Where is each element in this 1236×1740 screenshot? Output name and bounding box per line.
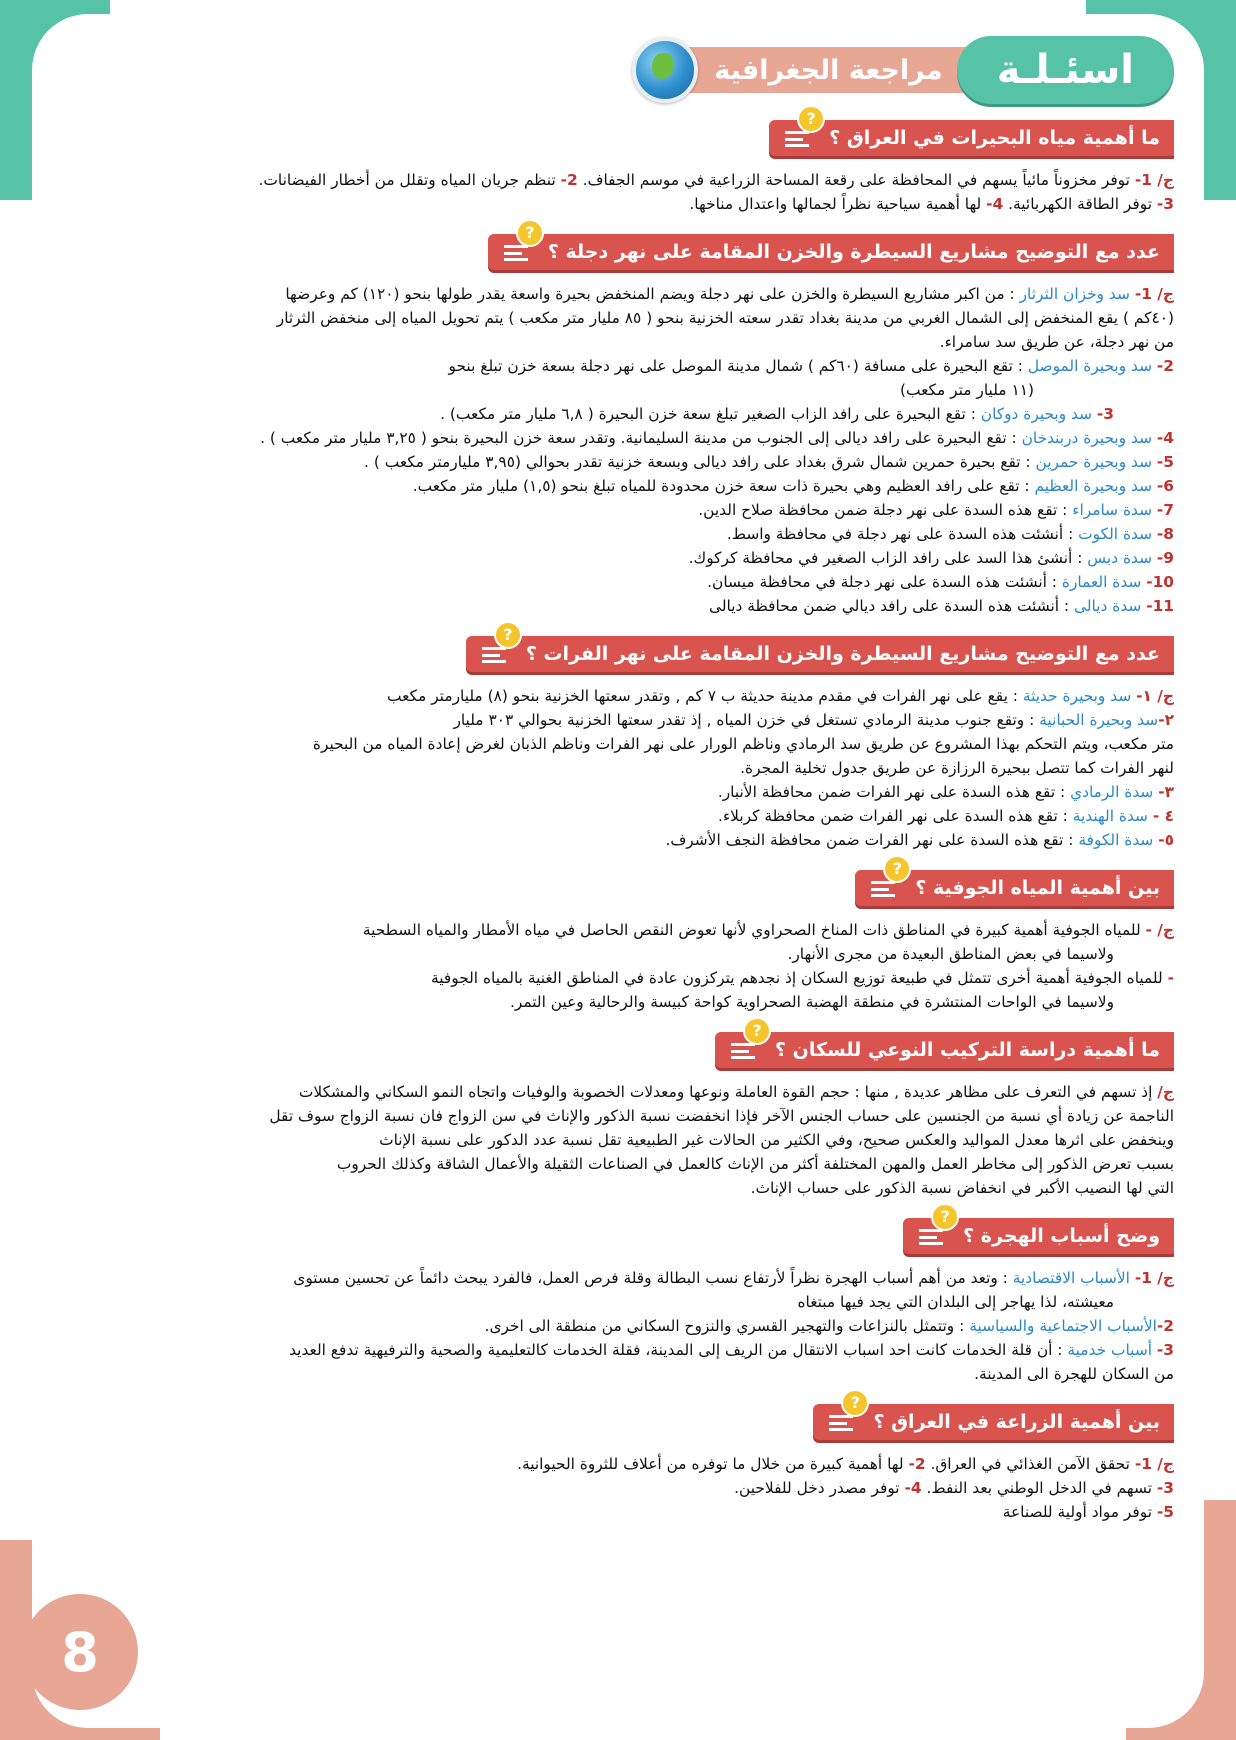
page-subtitle: مراجعة الجغرافية (644, 47, 966, 93)
item-description: بسبب تعرض الذكور إلى مخاطر العمل والمهن المختلفة أكثر من الإناث كالعمل في الصناعات الثقيلة والأعمال الشاقة وكذلك الحروب (336, 1155, 1174, 1173)
item-description: تنظم جريان المياه وتقلل من أخطار الفيضانات. (258, 171, 561, 189)
item-description: : تقع هذه السدة على نهر الفرات ضمن محافظة كربلاء. (718, 807, 1073, 825)
item-number: 3- (1096, 405, 1114, 423)
answer-line (66, 966, 1174, 990)
item-term: سدة ديالى (1074, 597, 1147, 615)
answer-line (66, 828, 1174, 852)
answer-line (66, 1266, 1174, 1290)
item-number: 9- (1156, 549, 1174, 567)
item-description: الناجمة عن زيادة أي نسبة من الجنسين على حساب الجنس الآخر فإذا انخفضت نسبة الذكور والإناث في سن الزواج فان نسبة الزواج سوف تقل (269, 1107, 1174, 1125)
answer-line (66, 282, 1174, 306)
item-term: سد وخزان الثرثار (1019, 285, 1135, 303)
item-description: إذ تسهم في التعرف على مظاهر عديدة , منها : حجم القوة العاملة ونوعها ومعدلات الخصوبة والوفيات واتجاه النمو السكاني والمشكلات (298, 1083, 1158, 1101)
item-description: التي لها النصيب الأكبر في انخفاض نسبة الذكور على حساب الإناث. (750, 1179, 1174, 1197)
question-section (66, 1393, 1174, 1524)
answer-text (66, 918, 1174, 1014)
answer-line (66, 1362, 1174, 1386)
item-description: توفر مصدر دخل للفلاحين. (734, 1479, 905, 1497)
item-term: سدة الهندية (1072, 807, 1153, 825)
answer-line (66, 402, 1174, 426)
question-heading (769, 109, 1174, 156)
page-header (632, 36, 1174, 104)
item-description: لنهر الفرات كما تتصل ببحيرة الرزازة عن طريق جدول تخلية المجرة. (740, 759, 1174, 777)
item-description: : تقع البحيرة على رافد الزاب الصغير تبلغ سعة خزن البحيرة ( ٦,٨ مليار متر مكعب) . (440, 405, 981, 423)
question-section (66, 109, 1174, 216)
answer-line (66, 168, 1174, 192)
answer-line (66, 732, 1174, 756)
item-description: للمياه الجوفية أهمية كبيرة في المناطق ذات المناخ الصحراوي لأنها تعوض النقص الحاصل في مياه الأمطار والمياه السطحية (362, 921, 1146, 939)
question-heading-wrapper (66, 223, 1174, 270)
answer-text (66, 1080, 1174, 1200)
item-description: : أنشئت هذه السدة على رافد ديالي ضمن محافظة ديالى (709, 597, 1075, 615)
questions-content (66, 109, 1174, 1542)
answer-text (66, 168, 1174, 216)
text-lines-icon (504, 245, 528, 261)
answer-line (66, 450, 1174, 474)
item-term: سد وبحيرة العظيم (1034, 477, 1157, 495)
item-description: معيشته، لذا يهاجر إلى البلدان التي يجد فيها مبتغاه (797, 1293, 1114, 1311)
item-number: ج/ 1- (1134, 171, 1174, 189)
item-number: 2- (1156, 1317, 1174, 1335)
item-number: ٢- (1158, 711, 1174, 729)
item-term: سدة العمارة (1061, 573, 1147, 591)
item-description: : تقع على رافد العظيم وهي بحيرة ذات سعة خزن محدودة للمياه تبلغ بنحو (١,٥) مليار متر مكعب. (412, 477, 1035, 495)
answer-text (66, 684, 1174, 852)
page-number: 8 (22, 1594, 138, 1710)
item-description: وينخفض على اثرها معدل المواليد والعكس صحيح، وفي الكثير من الحالات غير الطبيعية تقل نسبة عدد الدكور على نسبة الإناث (379, 1131, 1174, 1149)
item-description: : وتتمثل بالنزاعات والتهجير القسري والنزوح السكاني من منطقة الى اخرى. (484, 1317, 970, 1335)
answer-line (66, 1104, 1174, 1128)
item-description: : أنشئت هذه السدة على نهر دجلة في محافظة ميسان. (707, 573, 1062, 591)
item-number: ج/ (1157, 1083, 1174, 1101)
item-number: 6- (1156, 477, 1174, 495)
item-description: : وتعد من أهم أسباب الهجرة نظراً لأرتفاع نسب البطالة وقلة فرص العمل، فالفرد يبحث دائماً عن تحسين مستوى (293, 1269, 1013, 1287)
item-term: سد وبحيرة الحبانية (1039, 711, 1159, 729)
item-number: 2- (560, 171, 578, 189)
question-bulb-icon (731, 1021, 762, 1065)
answer-line (66, 1080, 1174, 1104)
page-title: اسئـلـة (957, 36, 1174, 104)
question-bulb-icon (504, 223, 535, 267)
item-number: ج/ ١- (1136, 687, 1174, 705)
item-number: 5- (1156, 453, 1174, 471)
answer-line (66, 1152, 1174, 1176)
question-section (66, 223, 1174, 618)
answer-line (66, 942, 1174, 966)
question-text: ما أهمية دراسة التركيب النوعي للسكان ؟ (774, 1039, 1160, 1061)
answer-line (66, 708, 1174, 732)
question-heading (466, 625, 1174, 672)
question-heading-wrapper (66, 1021, 1174, 1068)
question-section (66, 859, 1174, 1014)
item-description: : تقع هذه السدة على نهر الفرات ضمن محافظة الأنبار. (717, 783, 1071, 801)
question-text: بين أهمية الزراعة في العراق ؟ (873, 1411, 1160, 1433)
item-number: 4- (986, 195, 1004, 213)
question-heading-wrapper (66, 1207, 1174, 1254)
item-number: ج/ - (1145, 921, 1174, 939)
item-description: تحقق الآمن الغذائي في العراق. (925, 1455, 1135, 1473)
item-description: توفر مواد أولية للصناعة (1002, 1503, 1157, 1521)
answer-line (66, 1314, 1174, 1338)
answer-line (66, 474, 1174, 498)
item-term: سدة الكوت (1078, 525, 1157, 543)
question-bulb-icon (919, 1207, 950, 1251)
answer-line (66, 804, 1174, 828)
question-heading (813, 1393, 1174, 1440)
answer-line (66, 192, 1174, 216)
item-number: 3- (1156, 1479, 1174, 1497)
answer-line (66, 918, 1174, 942)
item-number: ٣- (1158, 783, 1174, 801)
item-term: سد وبحيرة حديثة (1022, 687, 1137, 705)
question-heading-wrapper (66, 109, 1174, 156)
item-description: توفر مخزوناً مائياً يسهم في المحافظة على رقعة المساحة الزراعية في موسم الجفاف. (577, 171, 1135, 189)
item-description: : أن قلة الخدمات كانت احد اسباب الانتقال من الريف إلى المدينة، فقلة الخدمات كالتعليمية والصحية والترفيهية تدفع العديد (289, 1341, 1068, 1359)
answer-line (66, 522, 1174, 546)
answer-line (66, 684, 1174, 708)
question-section (66, 1207, 1174, 1386)
item-description: (١١ مليار متر مكعب) (899, 381, 1034, 399)
item-number: ٥- (1158, 831, 1174, 849)
item-term: الأسباب الاجتماعية والسياسية (969, 1317, 1157, 1335)
globe-icon (632, 37, 698, 103)
item-term: الأسباب الاقتصادية (1012, 1269, 1135, 1287)
question-heading-wrapper (66, 859, 1174, 906)
answer-line (66, 306, 1174, 330)
item-term: سد وبحيرة الموصل (1027, 357, 1157, 375)
item-number: ج/ 1- (1134, 1455, 1174, 1473)
question-text: ما أهمية مياه البحيرات في العراق ؟ (829, 127, 1160, 149)
item-term: سدة الكوفة (1078, 831, 1159, 849)
item-description: : تقع هذه السدة على نهر دجلة ضمن محافظة صلاح الدين. (698, 501, 1073, 519)
item-number: 11- (1146, 597, 1174, 615)
answer-line (66, 570, 1174, 594)
answer-line (66, 1338, 1174, 1362)
item-number: 10- (1146, 573, 1174, 591)
item-description: تسهم في الدخل الوطني بعد النفط. (921, 1479, 1157, 1497)
question-heading (715, 1021, 1174, 1068)
answer-line (66, 330, 1174, 354)
text-lines-icon (482, 647, 506, 663)
question-heading (488, 223, 1174, 270)
question-section (66, 1021, 1174, 1200)
question-text: وضح أسباب الهجرة ؟ (963, 1225, 1160, 1247)
answer-line (66, 498, 1174, 522)
question-section (66, 625, 1174, 852)
text-lines-icon (731, 1043, 755, 1059)
question-bulb-icon (785, 109, 816, 153)
item-term: سدة سامراء (1072, 501, 1157, 519)
item-description: توفر الطاقة الكهربائية. (1003, 195, 1157, 213)
item-number: 5- (1156, 1503, 1174, 1521)
item-description: للمياه الجوفية أهمية أخرى تتمثل في طبيعة توزيع السكان إذ نجدهم يتركزون عادة في المناطق الغنية بالمياه الجوفية (430, 969, 1168, 987)
item-description: من نهر دجلة، عن طريق سد سامراء. (939, 333, 1174, 351)
question-mark-icon: ? (494, 621, 522, 649)
item-description: : تقع هذه السدة على نهر الفرات ضمن محافظة النجف الأشرف. (665, 831, 1079, 849)
item-description: : من اكبر مشاريع السيطرة والخزن على نهر دجلة ويضم المنخفض بحيرة واسعة يقدر طولها بنحو (١٢٠) كم وعرضها (285, 285, 1020, 303)
item-description: ولاسيما في الواحات المنتشرة في منطقة الهضبة الصحراوية كواحة كبيسة والرحالية وعين التمر. (509, 993, 1114, 1011)
answer-line (66, 354, 1174, 378)
item-description: : تقع البحيرة على رافد ديالى إلى الجنوب من مدينة السليمانية. وتقدر سعة خزن البحيرة بنحو ( ٣,٢٥ مليار متر مكعب ) . (260, 429, 1022, 447)
item-term: سد وبحيرة دربندخان (1021, 429, 1157, 447)
item-description: (٤٠كم ) يقع المنخفض إلى الشمال الغربي من مدينة بغداد تقدر سعته الخزنية بنحو ( ٨٥ مليار متر مكعب ) يتم تحويل المياه إلى منخفض الثرثار (276, 309, 1174, 327)
question-mark-icon: ? (743, 1017, 771, 1045)
item-number: 7- (1156, 501, 1174, 519)
answer-text (66, 1452, 1174, 1524)
answer-line (66, 1176, 1174, 1200)
item-description: : يقع على نهر الفرات في مقدم مدينة حديثة ب ٧ كم , وتقدر سعتها الخزنية بنحو (٨) مليارمتر مكعب (387, 687, 1023, 705)
answer-text (66, 1266, 1174, 1386)
question-mark-icon: ? (883, 855, 911, 883)
item-description: ولاسيما في بعض المناطق البعيدة من مجرى الأنهار. (787, 945, 1114, 963)
item-term: سدة الرمادي (1070, 783, 1159, 801)
item-description: : أنشئ هذا السد على رافد الزاب الصغير في محافظة كركوك. (688, 549, 1088, 567)
question-bulb-icon (871, 859, 902, 903)
item-number: 4- (1156, 429, 1174, 447)
question-bulb-icon (482, 625, 513, 669)
question-mark-icon: ? (516, 219, 544, 247)
item-number: 3- (1156, 1341, 1174, 1359)
question-heading (903, 1207, 1174, 1254)
question-text: بين أهمية المياه الجوفية ؟ (915, 877, 1160, 899)
answer-line (66, 1128, 1174, 1152)
question-heading (855, 859, 1174, 906)
text-lines-icon (919, 1229, 943, 1245)
answer-line (66, 1290, 1174, 1314)
answer-line (66, 756, 1174, 780)
answer-line (66, 594, 1174, 618)
item-description: : وتقع جنوب مدينة الرمادي تستغل في خزن المياه , إذ تقدر سعتها الخزنية بحوالي ٣٠٣ مليار (453, 711, 1040, 729)
item-term: أسباب خدمية (1067, 1341, 1157, 1359)
question-text: عدد مع التوضيح مشاريع السيطرة والخزن المقامة على نهر دجلة ؟ (547, 241, 1160, 263)
item-description: : تقع بحيرة حمرين شمال شرق بغداد على رافد ديالى وبسعة خزنية تقدر بحوالي (٣,٩٥ مليارمتر مكعب ) . (364, 453, 1036, 471)
question-text: عدد مع التوضيح مشاريع السيطرة والخزن المقامة على نهر الفرات ؟ (525, 643, 1160, 665)
question-bulb-icon (829, 1393, 861, 1437)
answer-line (66, 1476, 1174, 1500)
question-heading-wrapper (66, 625, 1174, 672)
item-description: لها أهمية كبيرة من خلال ما توفره من أعلاف للثروة الحيوانية. (517, 1455, 909, 1473)
item-number: - (1167, 969, 1174, 987)
item-description: متر مكعب، ويتم التحكم بهذا المشروع عن طريق سد الرمادي وناظم الورار على نهر الفرات وناظم الذبان لغرض إعادة المياه من البحيرة (312, 735, 1174, 753)
answer-line (66, 1500, 1174, 1524)
item-description: من السكان للهجرة الى المدينة. (974, 1365, 1174, 1383)
answer-line (66, 780, 1174, 804)
text-lines-icon (785, 131, 809, 147)
item-number: 3- (1156, 195, 1174, 213)
item-number: 2- (1156, 357, 1174, 375)
item-term: سد وبحيرة حمرين (1035, 453, 1157, 471)
answer-line (66, 990, 1174, 1014)
answer-line (66, 1452, 1174, 1476)
item-number: ج/ 1- (1134, 285, 1174, 303)
item-number: 8- (1156, 525, 1174, 543)
text-lines-icon (829, 1415, 853, 1431)
answer-line (66, 426, 1174, 450)
item-number: ج/ 1- (1134, 1269, 1174, 1287)
question-mark-icon: ? (931, 1203, 959, 1231)
question-mark-icon: ? (841, 1389, 869, 1417)
item-number: 2- (908, 1455, 926, 1473)
item-number: 4- (904, 1479, 922, 1497)
question-heading-wrapper (66, 1393, 1174, 1440)
question-mark-icon: ? (797, 105, 825, 133)
text-lines-icon (871, 881, 895, 897)
answer-text (66, 282, 1174, 618)
item-description: لها أهمية سياحية نظراً لجمالها واعتدال مناخها. (689, 195, 987, 213)
item-term: سد وبحيرة دوكان (980, 405, 1097, 423)
item-number: ٤ - (1152, 807, 1174, 825)
item-term: سدة دبس (1087, 549, 1157, 567)
item-description: : أنشئت هذه السدة على نهر دجلة في محافظة واسط. (726, 525, 1079, 543)
answer-line (66, 546, 1174, 570)
item-description: : تقع البحيرة على مسافة (٦٠كم ) شمال مدينة الموصل على نهر دجلة بسعة خزن تبلغ بنحو (448, 357, 1028, 375)
answer-line (66, 378, 1174, 402)
